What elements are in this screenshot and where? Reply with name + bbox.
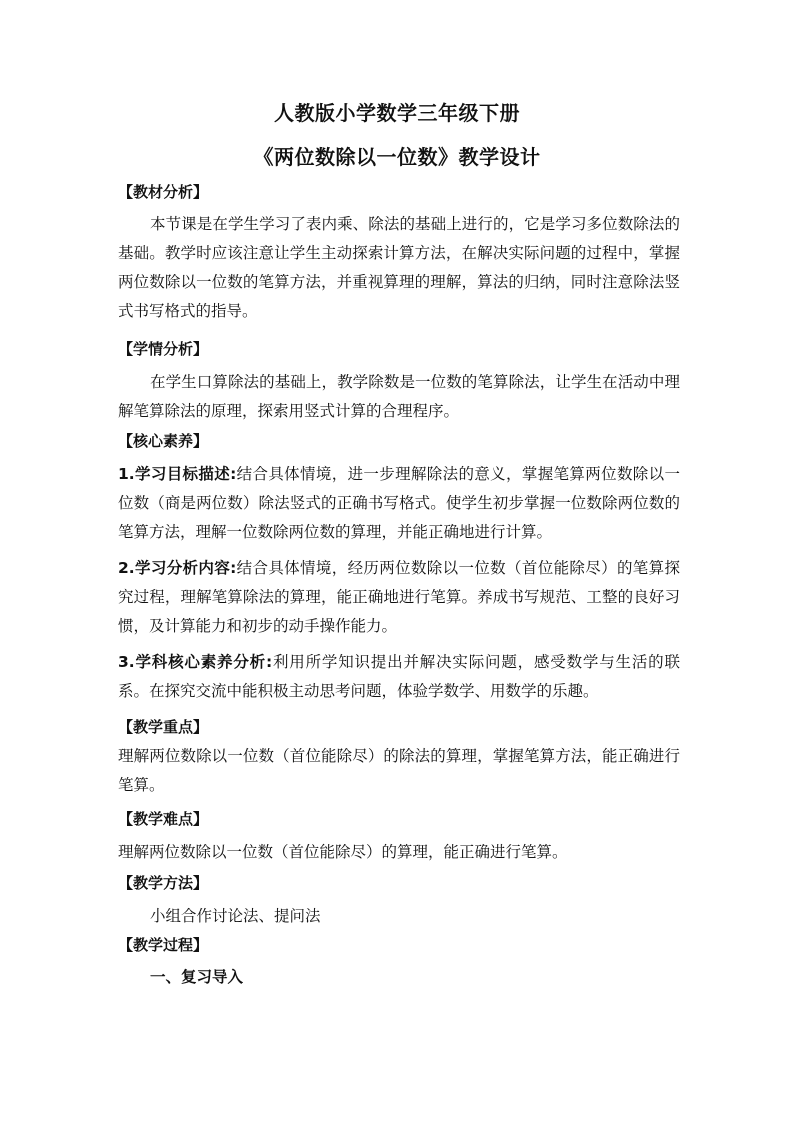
core-item-3-text: 利用所学知识提出并解决实际问题，感受数学与生活的联系。在探究交流中能积极主动思考问题，体验学数学、用数学的乐趣。 (118, 653, 680, 700)
material-analysis-text: 本节课是在学生学习了表内乘、除法的基础上进行的，它是学习多位数除法的基础。教学时应该注意让学生主动探索计算方法，在解决实际问题的过程中，掌握两位数除以一位数的笔算方法，并重视算理的理解，算法的归纳，同时注意除法竖式书写格式的指导。 (118, 215, 680, 320)
core-item-2-lead: 2.学习分析内容: (118, 559, 237, 577)
teaching-focus-text: 理解两位数除以一位数（首位能除尽）的除法的算理，掌握笔算方法，能正确进行笔算。 (118, 747, 680, 794)
teaching-method-text: 小组合作讨论法、提问法 (150, 907, 321, 925)
doc-title-line1: 人教版小学数学三年级下册 (274, 101, 520, 125)
heading-teaching-focus: 【教学重点】 (118, 718, 209, 736)
core-item-2-text: 结合具体情境，经历两位数除以一位数（首位能除尽）的笔算探究过程，理解笔算除法的算理，能正确地进行笔算。养成书写规范、工整的良好习惯，及计算能力和初步的动手操作能力。 (118, 559, 680, 635)
core-item-3 (118, 648, 680, 706)
heading-teaching-method: 【教学方法】 (118, 874, 209, 892)
heading-teaching-difficulty: 【教学难点】 (118, 810, 209, 828)
teaching-difficulty-text: 理解两位数除以一位数（首位能除尽）的算理，能正确进行笔算。 (118, 843, 568, 861)
core-item-1-lead: 1.学习目标描述: (118, 465, 237, 483)
core-item-1 (118, 460, 680, 547)
core-item-3-lead: 3.学科核心素养分析: (118, 653, 273, 671)
heading-core-literacy: 【核心素养】 (118, 432, 209, 450)
heading-student-analysis: 【学情分析】 (118, 340, 209, 358)
student-analysis-text: 在学生口算除法的基础上，教学除数是一位数的笔算除法，让学生在活动中理解笔算除法的原理，探索用竖式计算的合理程序。 (118, 373, 680, 420)
core-item-1-text: 结合具体情境，进一步理解除法的意义，掌握笔算两位数除以一位数（商是两位数）除法竖式的正确书写格式。使学生初步掌握一位数除两位数的笔算方法，理解一位数除两位数的算理，并能正确地进行计算。 (118, 465, 680, 541)
heading-teaching-process: 【教学过程】 (118, 936, 209, 954)
core-item-2 (118, 554, 680, 641)
heading-material-analysis: 【教材分析】 (118, 183, 209, 201)
process-step-1: 一、复习导入 (150, 968, 244, 986)
doc-title-line2: 《两位数除以一位数》教学设计 (253, 145, 541, 169)
